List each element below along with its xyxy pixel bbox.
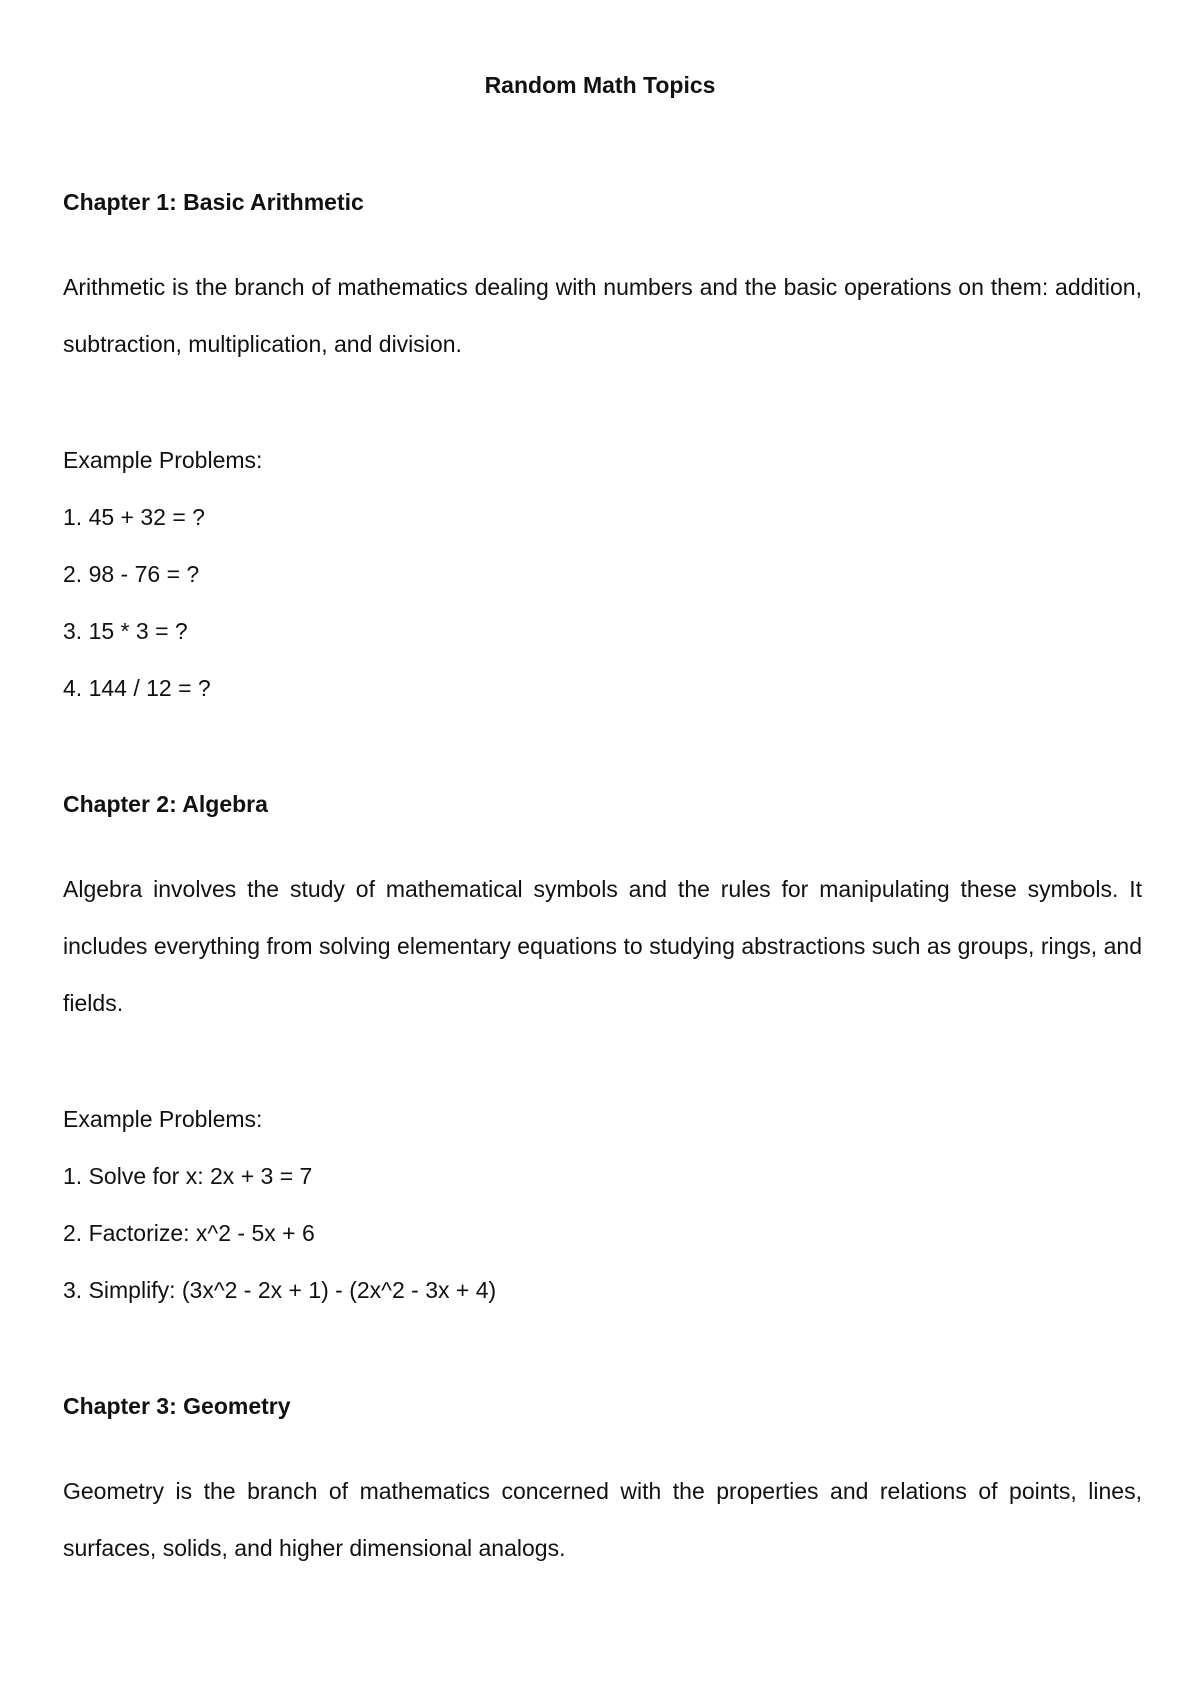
chapter-3-heading: Chapter 3: Geometry [63, 1393, 291, 1419]
chapter-1-heading: Chapter 1: Basic Arithmetic [63, 189, 364, 215]
chapter-1-examples-label: Example Problems: [63, 447, 263, 473]
chapter-3-paragraph: Geometry is the branch of mathematics concerned with the properties and relations of points, lines, surfaces, solids, and higher dimensional analogs. [63, 1478, 1142, 1561]
document-title: Random Math Topics [484, 72, 716, 98]
chapter-2-problem-3: 3. Simplify: (3x^2 - 2x + 1) - (2x^2 - 3x + 4) [63, 1277, 497, 1303]
chapter-1-problem-3: 3. 15 * 3 = ? [63, 618, 188, 644]
chapter-2-paragraph: Algebra involves the study of mathematical symbols and the rules for manipulating these symbols. It includes everything from solving elementary equations to studying abstractions such as groups, rings, and fields. [63, 876, 1142, 1016]
chapter-1-paragraph: Arithmetic is the branch of mathematics dealing with numbers and the basic operations on them: addition, subtraction, multiplication, and division. [63, 274, 1142, 357]
chapter-2-examples-label: Example Problems: [63, 1106, 263, 1132]
chapter-1-problem-4: 4. 144 / 12 = ? [63, 675, 211, 701]
chapter-2-problem-1: 1. Solve for x: 2x + 3 = 7 [63, 1163, 313, 1189]
chapter-2-heading: Chapter 2: Algebra [63, 791, 268, 817]
chapter-1-problem-2: 2. 98 - 76 = ? [63, 561, 200, 587]
chapter-2-problem-2: 2. Factorize: x^2 - 5x + 6 [63, 1220, 315, 1246]
chapter-1-problem-1: 1. 45 + 32 = ? [63, 504, 205, 530]
